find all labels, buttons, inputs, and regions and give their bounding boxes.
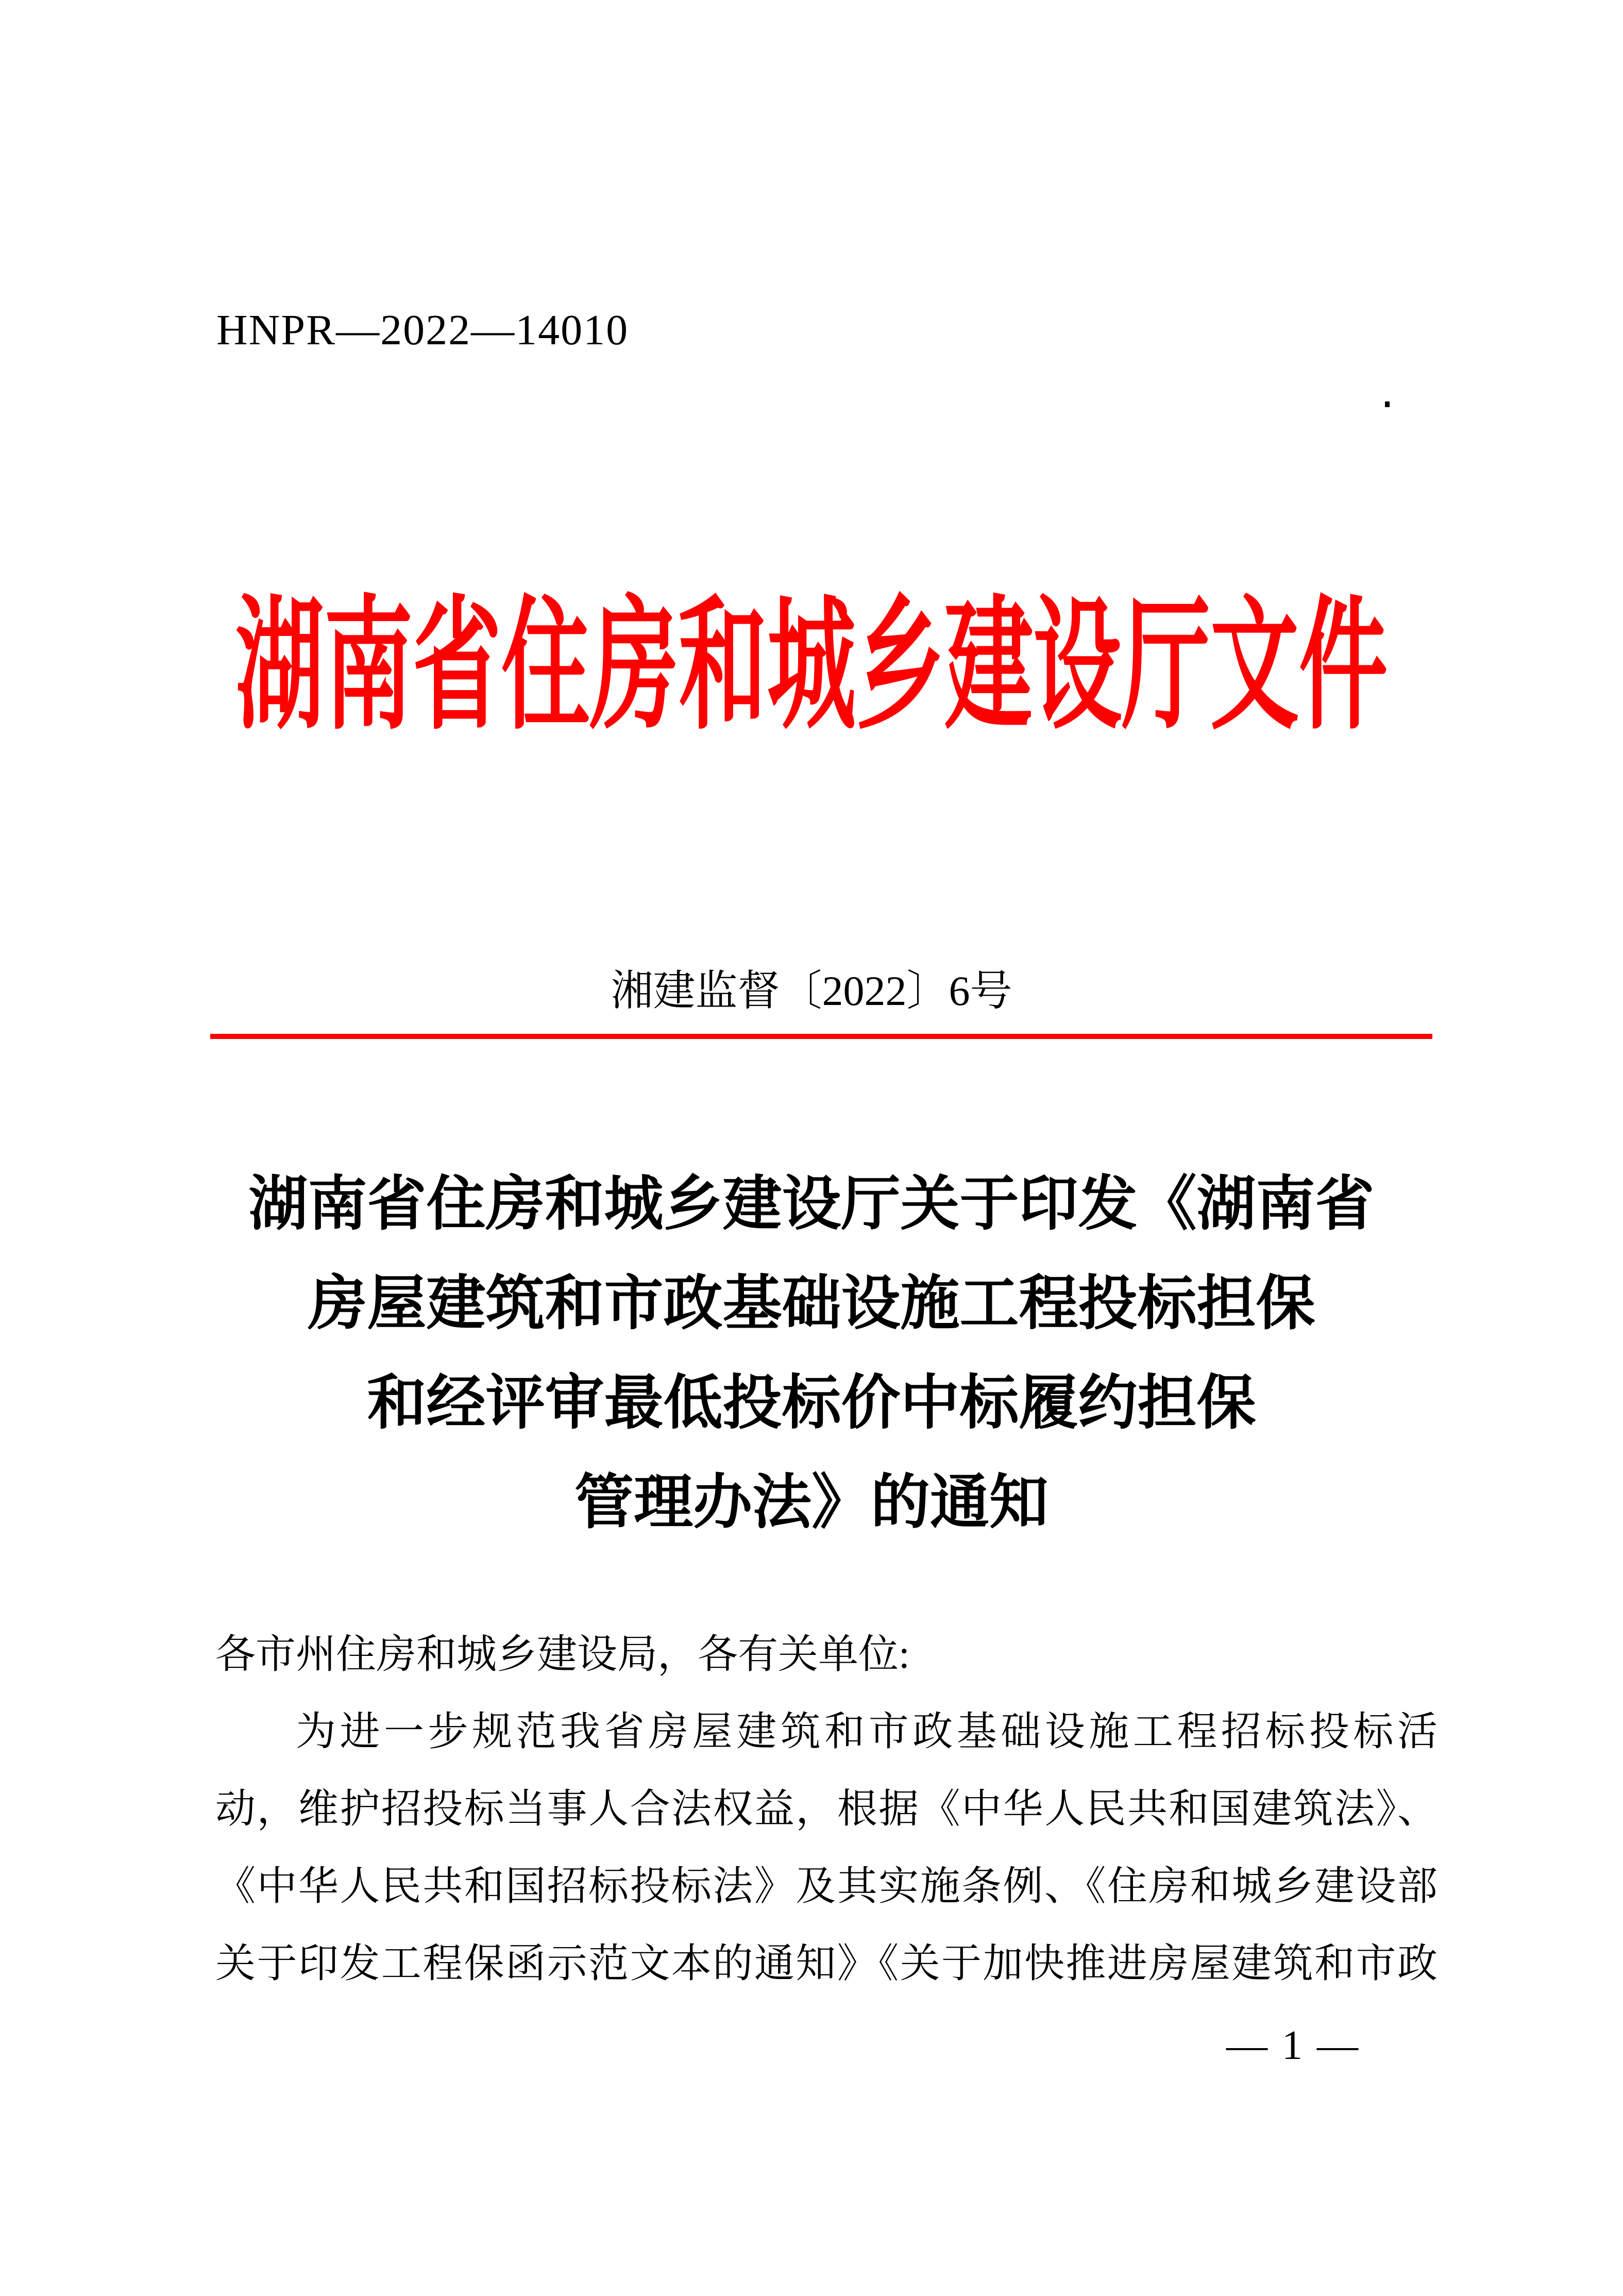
document-number: 湘建监督〔2022〕6号 <box>611 967 1012 1014</box>
notice-title-line-1: 湖南省住房和城乡建设厅关于印发《湖南省 <box>248 1171 1375 1237</box>
body-text <box>215 1616 1438 2002</box>
notice-title-line-3: 和经评审最低投标价中标履约担保 <box>367 1370 1256 1436</box>
salutation-line: 各市州住房和城乡建设局，各有关单位: <box>215 1632 910 1677</box>
notice-title-line-2: 房屋建筑和市政基础设施工程投标担保 <box>308 1271 1315 1336</box>
red-divider-line <box>210 1034 1432 1039</box>
dot-mark <box>1385 401 1390 407</box>
page-number: — 1 — <box>1226 2023 1360 2068</box>
paragraph-line-1: 为进一步规范我省房屋建筑和市政基础设施工程招标投标活 <box>296 1709 1438 1754</box>
notice-title <box>0 1154 1623 1552</box>
notice-title-line-4: 管理办法》的通知 <box>574 1470 1049 1535</box>
paragraph-line-3: 《中华人民共和国招标投标法》及其实施条例、《住房和城乡建设部 <box>215 1864 1438 1908</box>
document-code: HNPR—2022—14010 <box>216 306 629 354</box>
paragraph-line-2: 动，维护招投标当事人合法权益，根据《中华人民共和国建筑法》、 <box>215 1786 1438 1831</box>
paragraph-line-4: 关于印发工程保函示范文本的通知》《关于加快推进房屋建筑和市政 <box>215 1941 1438 1986</box>
agency-red-banner: 湖南省住房和城乡建设厅文件 <box>235 588 1388 747</box>
